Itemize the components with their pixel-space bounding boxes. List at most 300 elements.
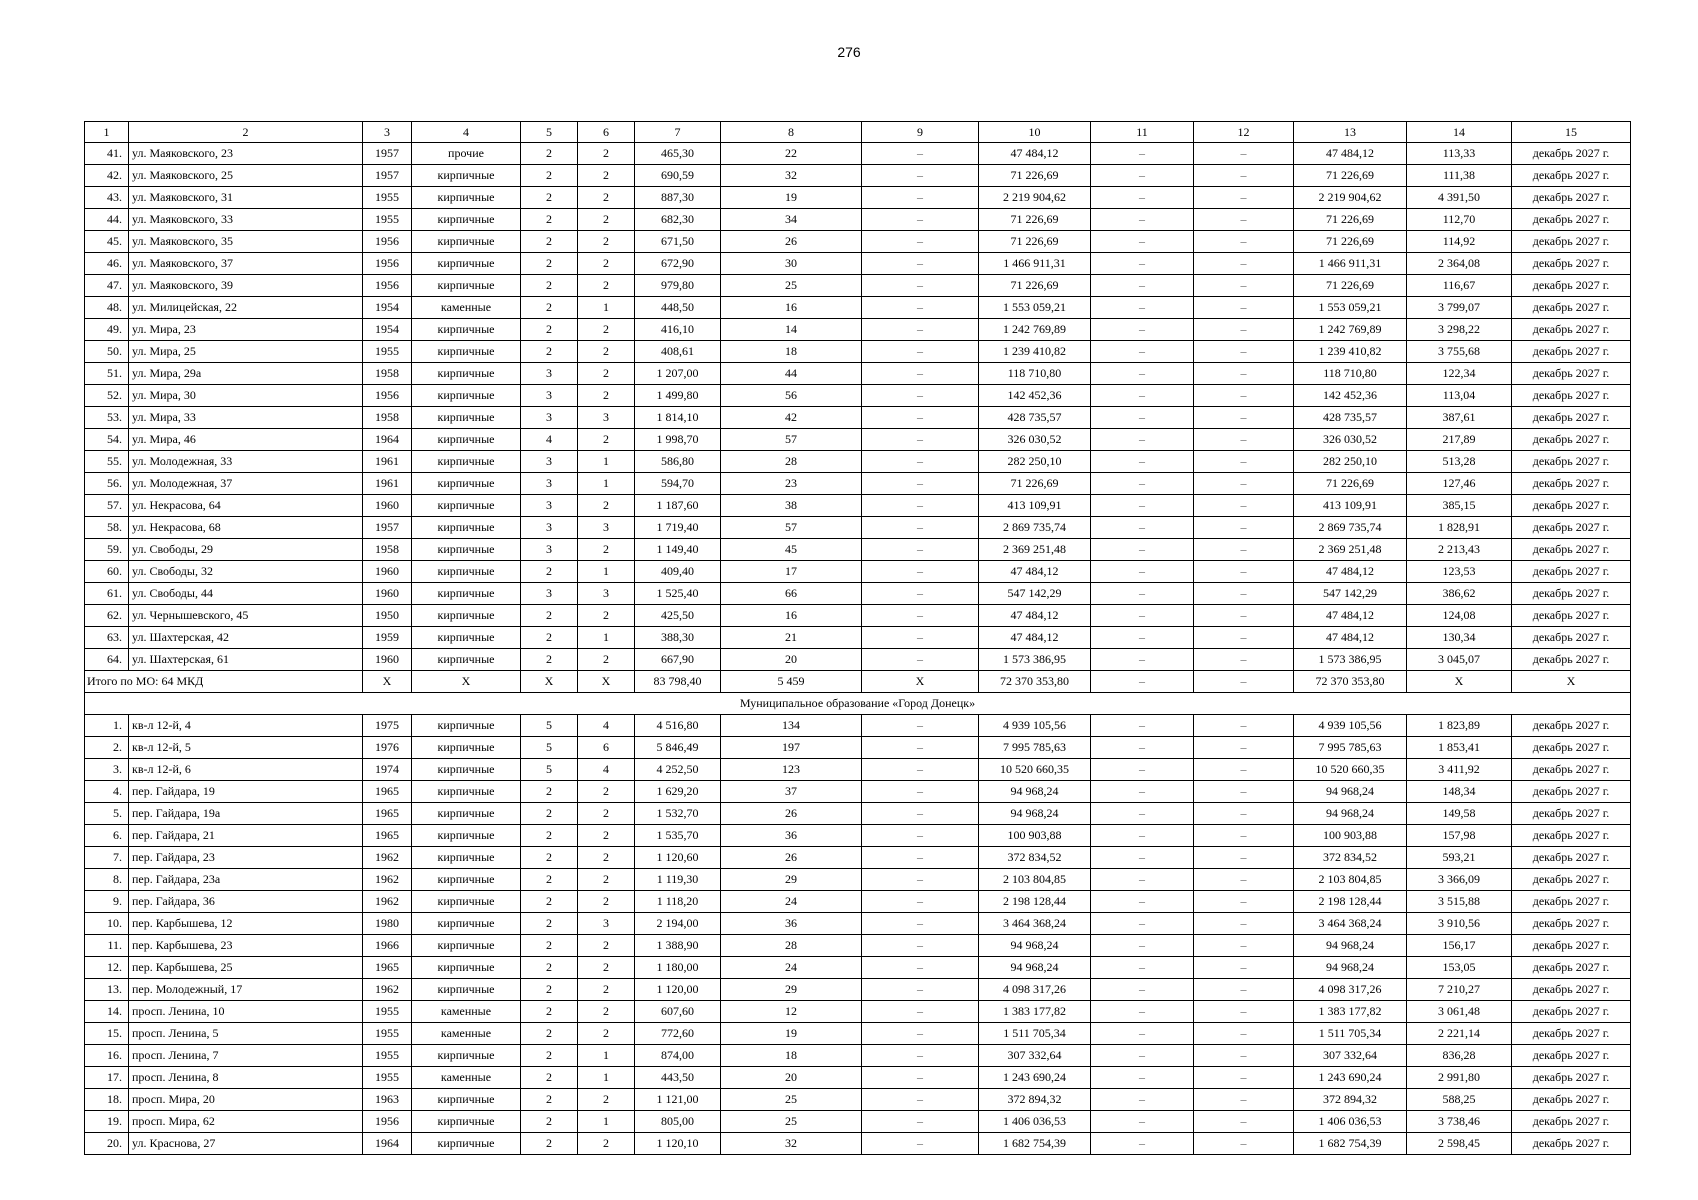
table-cell: – [862,143,979,165]
table-cell: 123,53 [1407,561,1512,583]
table-cell: 9. [85,891,129,913]
table-cell: ул. Некрасова, 68 [129,517,363,539]
table-cell: 47 484,12 [979,561,1091,583]
table-row [85,803,1631,825]
table-cell: 2 [521,1067,578,1089]
table-cell: – [1194,539,1294,561]
table-cell: – [1091,517,1194,539]
table-cell: 1954 [363,319,412,341]
table-cell: 1 [578,561,635,583]
table-cell: декабрь 2027 г. [1512,187,1631,209]
table-cell: 1959 [363,627,412,649]
column-number-cell: 15 [1512,122,1631,143]
page-number: 276 [837,44,861,60]
table-cell: 122,34 [1407,363,1512,385]
table-cell: – [1194,935,1294,957]
table-row [85,957,1631,979]
table-cell: 2 [521,187,578,209]
section-title: Муниципальное образование «Город Донецк» [85,693,1631,715]
table-row [85,847,1631,869]
table-cell: 671,50 [635,231,721,253]
table-cell: 17. [85,1067,129,1089]
table-cell: 1956 [363,1111,412,1133]
table-cell: кирпичные [412,1133,521,1155]
table-cell: – [1091,1067,1194,1089]
table-cell: кирпичные [412,627,521,649]
table-cell: – [1091,605,1194,627]
table-cell: 4 [578,759,635,781]
table-cell: 2 103 804,85 [979,869,1091,891]
table-cell: 1964 [363,1133,412,1155]
table-cell: 4 [521,429,578,451]
table-row [85,319,1631,341]
table-cell: кирпичные [412,253,521,275]
table-row [85,539,1631,561]
table-cell: – [862,803,979,825]
table-cell: 124,08 [1407,605,1512,627]
table-cell: 63. [85,627,129,649]
column-number-cell: 5 [521,122,578,143]
table-cell: – [1194,451,1294,473]
table-cell: 130,34 [1407,627,1512,649]
table-cell: – [862,957,979,979]
table-cell: 2 [578,891,635,913]
table-cell: – [1194,385,1294,407]
table-row [85,517,1631,539]
table-cell: – [862,209,979,231]
table-cell: 772,60 [635,1023,721,1045]
table-cell: 3 [521,495,578,517]
table-cell: 2 [578,429,635,451]
table-cell: 2 369 251,48 [1294,539,1407,561]
table-cell: 3 [521,363,578,385]
table-cell: 1 120,00 [635,979,721,1001]
table-cell: 47 484,12 [1294,627,1407,649]
table-cell: – [1194,517,1294,539]
table-cell: – [862,385,979,407]
table-cell: декабрь 2027 г. [1512,539,1631,561]
table-cell: 3 910,56 [1407,913,1512,935]
table-cell: 2 [578,935,635,957]
table-cell: 5 [521,737,578,759]
table-row [85,583,1631,605]
table-cell: – [1091,231,1194,253]
table-cell: 1960 [363,561,412,583]
table-cell: декабрь 2027 г. [1512,1067,1631,1089]
table-cell: 3 298,22 [1407,319,1512,341]
table-cell: 3 [578,517,635,539]
column-number-row [85,122,1631,143]
table-cell: 3 [521,517,578,539]
table-cell: просп. Ленина, 10 [129,1001,363,1023]
table-cell: 5 846,49 [635,737,721,759]
table-cell: 112,70 [1407,209,1512,231]
table-cell: – [1194,979,1294,1001]
table-cell: 1 511 705,34 [979,1023,1091,1045]
table-cell: кв-л 12-й, 4 [129,715,363,737]
table-cell: 197 [721,737,862,759]
table-cell: 1962 [363,847,412,869]
table-cell: кирпичные [412,715,521,737]
total-cell: X [862,671,979,693]
table-cell: 3 [521,583,578,605]
table-cell: 4 939 105,56 [979,715,1091,737]
table-cell: 2 [578,957,635,979]
table-cell: 3 464 368,24 [979,913,1091,935]
total-cell: 72 370 353,80 [979,671,1091,693]
table-cell: декабрь 2027 г. [1512,275,1631,297]
table-cell: 53. [85,407,129,429]
table-cell: 1 180,00 [635,957,721,979]
table-cell: 3 [521,539,578,561]
table-cell: 66 [721,583,862,605]
total-cell: X [412,671,521,693]
table-cell: – [862,869,979,891]
table-cell: 428 735,57 [1294,407,1407,429]
table-cell: 2 [578,1133,635,1155]
table-cell: 1 [578,297,635,319]
table-cell: 17 [721,561,862,583]
table-cell: 3 738,46 [1407,1111,1512,1133]
table-cell: 71 226,69 [1294,275,1407,297]
table-cell: – [1194,803,1294,825]
table-cell: 2 [521,825,578,847]
table-cell: – [862,165,979,187]
table-cell: 1963 [363,1089,412,1111]
total-cell: X [1512,671,1631,693]
table-cell: 1 535,70 [635,825,721,847]
column-number-cell: 13 [1294,122,1407,143]
table-cell: – [1091,1023,1194,1045]
table-cell: 385,15 [1407,495,1512,517]
table-cell: – [1091,627,1194,649]
table-cell: 15. [85,1023,129,1045]
table-cell: ул. Некрасова, 64 [129,495,363,517]
table-row [85,759,1631,781]
table-cell: – [1194,275,1294,297]
table-cell: 2 369 251,48 [979,539,1091,561]
table-row [85,891,1631,913]
table-cell: 114,92 [1407,231,1512,253]
table-cell: 4 [578,715,635,737]
column-number-cell: 4 [412,122,521,143]
table-cell: 13. [85,979,129,1001]
table-cell: 1 [578,627,635,649]
table-cell: декабрь 2027 г. [1512,1089,1631,1111]
table-cell: 2. [85,737,129,759]
table-cell: 44. [85,209,129,231]
table-cell: 2 [521,627,578,649]
table-cell: 1 [578,1111,635,1133]
table-cell: пер. Карбышева, 23 [129,935,363,957]
table-cell: 3 [521,451,578,473]
table-cell: – [1091,187,1194,209]
table-cell: 19 [721,1023,862,1045]
table-cell: 21 [721,627,862,649]
table-cell: – [1194,649,1294,671]
table-cell: 3 061,48 [1407,1001,1512,1023]
table-cell: 127,46 [1407,473,1512,495]
table-cell: декабрь 2027 г. [1512,913,1631,935]
table-cell: 1 120,60 [635,847,721,869]
table-cell: 43. [85,187,129,209]
table-cell: 1964 [363,429,412,451]
table-cell: – [1194,891,1294,913]
table-row [85,297,1631,319]
table-row [85,1133,1631,1155]
table-cell: 45. [85,231,129,253]
table-cell: 2 103 804,85 [1294,869,1407,891]
table-cell: кирпичные [412,935,521,957]
table-cell: декабрь 2027 г. [1512,165,1631,187]
table-cell: 1 388,90 [635,935,721,957]
table-cell: 1957 [363,517,412,539]
table-cell: 24 [721,891,862,913]
table-cell: кирпичные [412,737,521,759]
table-cell: ул. Шахтерская, 42 [129,627,363,649]
table-cell: 8. [85,869,129,891]
table-cell: 55. [85,451,129,473]
table-cell: пер. Гайдара, 36 [129,891,363,913]
table-cell: 71 226,69 [1294,209,1407,231]
table-cell: 1955 [363,1045,412,1067]
table-cell: 2 991,80 [1407,1067,1512,1089]
table-cell: 1 719,40 [635,517,721,539]
table-cell: 1962 [363,891,412,913]
table-cell: декабрь 2027 г. [1512,341,1631,363]
table-cell: 3 [578,407,635,429]
table-cell: 2 [578,165,635,187]
table-row [85,341,1631,363]
table-row [85,825,1631,847]
table-cell: 2 [578,539,635,561]
column-number-cell: 3 [363,122,412,143]
table-cell: 1 466 911,31 [1294,253,1407,275]
table-cell: ул. Шахтерская, 61 [129,649,363,671]
table-cell: – [1194,495,1294,517]
table-cell: 23 [721,473,862,495]
table-cell: 49. [85,319,129,341]
table-cell: 217,89 [1407,429,1512,451]
table-cell: 1961 [363,473,412,495]
table-cell: 111,38 [1407,165,1512,187]
table-cell: – [1091,275,1194,297]
table-cell: – [862,253,979,275]
table-cell: – [862,539,979,561]
table-cell: – [862,319,979,341]
table-row [85,407,1631,429]
table-cell: 1960 [363,649,412,671]
table-cell: декабрь 2027 г. [1512,253,1631,275]
table-cell: 307 332,64 [979,1045,1091,1067]
table-cell: просп. Ленина, 5 [129,1023,363,1045]
total-cell: 72 370 353,80 [1294,671,1407,693]
table-cell: 547 142,29 [979,583,1091,605]
table-cell: 2 [578,143,635,165]
table-cell: 1 383 177,82 [979,1001,1091,1023]
table-cell: 1960 [363,495,412,517]
table-cell: 113,33 [1407,143,1512,165]
table-cell: ул. Маяковского, 35 [129,231,363,253]
table-cell: – [1091,825,1194,847]
table-cell: – [1194,561,1294,583]
table-cell: 4 516,80 [635,715,721,737]
table-cell: 18 [721,341,862,363]
table-cell: декабрь 2027 г. [1512,1001,1631,1023]
table-cell: – [1091,583,1194,605]
table-cell: – [862,1067,979,1089]
table-cell: 1974 [363,759,412,781]
table-cell: 60. [85,561,129,583]
table-cell: 1 242 769,89 [979,319,1091,341]
table-cell: кирпичные [412,891,521,913]
table-cell: 32 [721,1133,862,1155]
table-cell: 1961 [363,451,412,473]
table-cell: кирпичные [412,231,521,253]
table-cell: кирпичные [412,1045,521,1067]
table-cell: 465,30 [635,143,721,165]
total-row [85,671,1631,693]
table-cell: 372 834,52 [1294,847,1407,869]
table-cell: декабрь 2027 г. [1512,803,1631,825]
table-cell: – [862,297,979,319]
table-cell: 45 [721,539,862,561]
table-cell: 1 119,30 [635,869,721,891]
table-cell: 58. [85,517,129,539]
table-cell: пер. Молодежный, 17 [129,979,363,1001]
table-cell: 2 598,45 [1407,1133,1512,1155]
table-cell: кирпичные [412,605,521,627]
table-cell: 413 109,91 [1294,495,1407,517]
table-cell: 28 [721,935,862,957]
table-cell: – [1194,363,1294,385]
table-cell: 48. [85,297,129,319]
table-cell: 2 198 128,44 [979,891,1091,913]
table-cell: 47 484,12 [979,143,1091,165]
table-cell: кирпичные [412,913,521,935]
table-cell: 1965 [363,803,412,825]
table-cell: 672,90 [635,253,721,275]
table-cell: 2 [578,979,635,1001]
table-cell: 36 [721,913,862,935]
table-cell: 874,00 [635,1045,721,1067]
table-cell: декабрь 2027 г. [1512,231,1631,253]
table-cell: 2 [578,1001,635,1023]
table-cell: 56. [85,473,129,495]
table-cell: 513,28 [1407,451,1512,473]
table-cell: 12. [85,957,129,979]
table-cell: кирпичные [412,341,521,363]
table-cell: 7 210,27 [1407,979,1512,1001]
table-cell: кирпичные [412,957,521,979]
table-cell: – [862,1023,979,1045]
table-cell: 18 [721,1045,862,1067]
table-cell: – [862,363,979,385]
table-cell: 1954 [363,297,412,319]
table-cell: 7. [85,847,129,869]
table-cell: – [1194,605,1294,627]
table-cell: 388,30 [635,627,721,649]
table-cell: ул. Маяковского, 25 [129,165,363,187]
table-cell: 25 [721,1111,862,1133]
table-cell: – [1091,363,1194,385]
table-cell: 2 [521,781,578,803]
table-cell: – [862,583,979,605]
table-cell: 1957 [363,165,412,187]
table-cell: 1 149,40 [635,539,721,561]
table-cell: 448,50 [635,297,721,319]
table-cell: декабрь 2027 г. [1512,935,1631,957]
table-cell: 2 [578,495,635,517]
table-cell: – [1194,143,1294,165]
table-cell: 94 968,24 [1294,803,1407,825]
table-cell: 326 030,52 [1294,429,1407,451]
table-cell: ул. Маяковского, 33 [129,209,363,231]
table-cell: пер. Гайдара, 23а [129,869,363,891]
table-cell: 47 484,12 [979,605,1091,627]
table-row [85,737,1631,759]
table-cell: пер. Карбышева, 25 [129,957,363,979]
table-cell: декабрь 2027 г. [1512,583,1631,605]
table-row [85,451,1631,473]
table-cell: 2 869 735,74 [1294,517,1407,539]
table-cell: 1956 [363,231,412,253]
table-row [85,473,1631,495]
table-cell: 71 226,69 [979,209,1091,231]
table-cell: кирпичные [412,1089,521,1111]
table-cell: – [1091,385,1194,407]
table-cell: 1 682 754,39 [979,1133,1091,1155]
table-cell: 1975 [363,715,412,737]
table-cell: каменные [412,1023,521,1045]
table-cell: 71 226,69 [1294,231,1407,253]
table-cell: 4 098 317,26 [979,979,1091,1001]
table-cell: 428 735,57 [979,407,1091,429]
table-row [85,363,1631,385]
table-cell: просп. Ленина, 7 [129,1045,363,1067]
table-cell: 1 553 059,21 [1294,297,1407,319]
table-cell: – [1194,1001,1294,1023]
table-row [85,143,1631,165]
table-cell: ул. Мира, 25 [129,341,363,363]
table-cell: – [1091,495,1194,517]
total-cell: 83 798,40 [635,671,721,693]
table-cell: – [1194,847,1294,869]
table-cell: – [1091,561,1194,583]
table-cell: декабрь 2027 г. [1512,473,1631,495]
table-cell: 71 226,69 [979,275,1091,297]
total-cell: – [1091,671,1194,693]
table-cell: – [1194,429,1294,451]
table-row [85,1111,1631,1133]
table-cell: 2 [521,341,578,363]
table-cell: кирпичные [412,385,521,407]
table-cell: – [1194,297,1294,319]
table-cell: 50. [85,341,129,363]
table-row [85,429,1631,451]
total-cell: X [521,671,578,693]
table-cell: 142 452,36 [979,385,1091,407]
table-cell: 3 [578,913,635,935]
table-cell: 10. [85,913,129,935]
table-cell: 116,67 [1407,275,1512,297]
table-cell: 1 243 690,24 [979,1067,1091,1089]
table-row [85,231,1631,253]
table-cell: ул. Мира, 46 [129,429,363,451]
table-cell: – [1194,473,1294,495]
table-cell: прочие [412,143,521,165]
table-cell: 1958 [363,363,412,385]
